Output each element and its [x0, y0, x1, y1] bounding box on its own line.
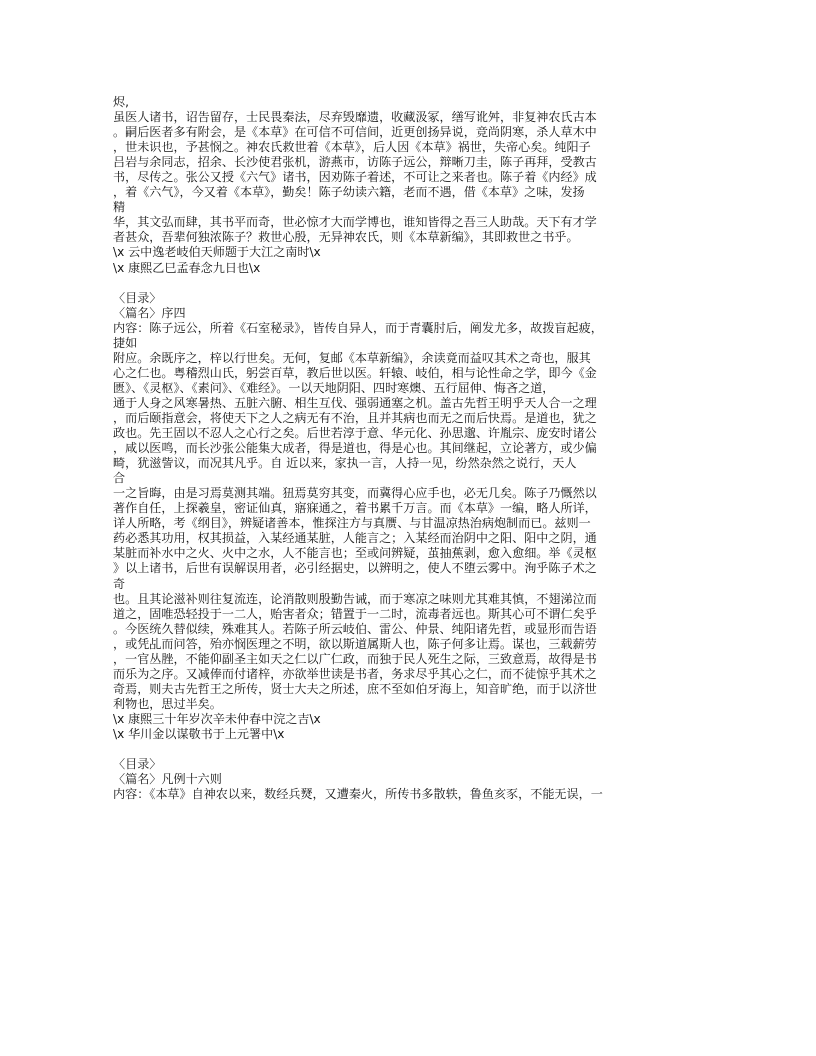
text-line: ，而后颐指意会，将使天下之人之病无有不治，且并其病也而无之而后快焉。是道也，犹之	[113, 410, 597, 425]
text-line: 精	[113, 200, 126, 215]
text-line: ，世未识也，予甚悯之。神农氏救世着《本草》，后人因《本草》祸世，失帝心矣。纯阳子	[113, 140, 591, 155]
text-line: ，或凭乩而问答，殆亦悯医理之不明，欲以斯道属斯人也，陈子何多让焉。谋也，三载薪劳	[113, 636, 597, 651]
attribution-marker-line: \x 康熙三十年岁次辛未仲春中浣之吉\x	[113, 711, 321, 726]
text-line: 政也。先王固以不忍人之心行之矣。后世若淳于意、华元化、孙思邈、许胤宗、庞安时诸公	[113, 426, 597, 441]
text-line: ，一官丛脞，不能仰副圣主如天之仁以广仁政，而独于民人死生之际，三致意焉，故得是书	[113, 651, 597, 666]
text-line: 某脏而补水中之火、火中之水，人不能言也；至或问辨疑，茧抽蕉剥，愈入愈细。举《灵枢	[113, 546, 597, 561]
text-line: 详人所略，考《纲目》，辨疑诸善本，惟探注方与真赝、与甘温凉热治病炮制而已。兹则一	[113, 516, 591, 531]
section-tag-line: 〈篇名〉凡例十六则	[113, 772, 222, 787]
text-line: 。今医统久替似续，殊难其人。若陈子所云岐伯、雷公、仲景、纯阳诸先哲，或显形而告语	[113, 621, 597, 636]
text-line: 烬,	[113, 95, 129, 109]
text-line: 捷如	[113, 335, 138, 350]
text-line: 奇焉，则夫古先哲王之所传，贤士大夫之所述，庶不至如伯牙海上，知音旷绝，而于以济世	[113, 681, 597, 696]
section-tag-line: 〈目录〉	[113, 757, 162, 772]
text-line: 著作自任，上探羲皇，密证仙真，寤寐通之，着书累千万言。而《本草》一编，略人所详，	[113, 501, 597, 516]
text-line: 一之旨晦，由是习焉莫测其端。狃焉莫穷其变，而冀得心应手也，必无几矣。陈子乃慨然以	[113, 486, 597, 501]
text-line: 》以上诸书，后世有误解误用者，必引经据史，以辨明之，使人不堕云雾中。洵乎陈子术之	[113, 561, 597, 576]
text-line: 虽医人诸书，诏告留存，士民畏秦法，尽弃毁靡遗，收藏汲冢，缮写讹舛，非复神农氏古本	[113, 110, 597, 125]
text-line: 匮》、《灵枢》、《素问》、《难经》。一以天地阴阳、四时寒燠、五行屈伸、悔吝之道，	[113, 380, 555, 395]
text-line: 也。且其论滋补则往复流连，论消散则殷勤告诫，而于寒凉之味则尤其难其慎，不翅涕泣而	[113, 591, 597, 606]
text-line: 。嗣后医者多有附会，是《本草》在可信不可信间，近更创扬异说，竞尚阴寒，杀人草木中	[113, 125, 597, 140]
text-line: 通于人身之风寒暑热、五脏六腑、相生互伐、强弱通塞之机。盖古先哲王明乎天人合一之理	[113, 395, 597, 410]
attribution-marker-line: \x 云中逸老岐伯天师题于大江之南时\x	[113, 245, 321, 260]
text-line: 书，尽传之。张公又授《六气》诸书，因劝陈子着述，不可让之来者也。陈子着《内经》成	[113, 170, 597, 185]
blank-line	[113, 276, 705, 291]
text-line: 合	[113, 471, 126, 486]
text-line: 而乐为之序。又减俸而付诸梓，亦欲举世读是书者，务求尽乎其心之仁，而不徒惊乎其术之	[113, 666, 597, 681]
text-line: 畸，犹滋訾议，而况其凡乎。自 近以来，家执一言，人持一见，纷然杂然之说行，天人	[113, 456, 577, 471]
text-line: 内容：陈子远公，所着《石室秘录》，皆传自异人，而于青囊肘后，阐发尤多，故拨盲起疲，	[113, 320, 603, 335]
attribution-marker-line: \x 华川金以谋敬书于上元署中\x	[113, 726, 285, 741]
text-line: 利物也，思过半矣。	[113, 696, 222, 711]
text-line: 附应。余既序之，梓以行世矣。无何，复邮《本草新编》，余读竟而益叹其术之奇也，服其	[113, 350, 591, 365]
text-line: 药必悉其功用，权其损益，入某经通某脏，人能言之；入某经而治阴中之阳、阳中之阴，通	[113, 531, 597, 546]
section-tag-line: 〈目录〉	[113, 290, 162, 305]
document-text-body	[113, 95, 705, 802]
text-line: 心之仁也。粤稽烈山氏，躬尝百草，教后世以医。轩辕、岐伯，相与论性命之学，即今《金	[113, 365, 597, 380]
text-line: ，着《六气》，今又着《本草》，勤矣！陈子幼读六籍，老而不遇，借《本草》之味，发扬	[113, 185, 585, 200]
text-line: 奇	[113, 576, 126, 591]
text-line: 吕岩与余同志，招余、长沙使君张机，游燕市，访陈子远公，辩晰刀圭，陈子再拜，受教古	[113, 155, 597, 170]
text-line: 内容：《本草》自神农以来，数经兵燹，又遭秦火，所传书多散轶，鲁鱼亥豕，不能无误，一	[113, 787, 603, 802]
blank-line	[113, 742, 705, 757]
text-line: 华，其文弘而肆，其书平而奇，世必惊才大而学博也，谁知皆得之吾三人助哉。天下有才学	[113, 215, 597, 230]
section-tag-line: 〈篇名〉序四	[113, 305, 186, 320]
text-line: 道之，固唯恐轻投于一二人，贻害者众；错置于一二时，流毒者远也。斯其心可不谓仁矣乎	[113, 606, 597, 621]
text-line: ，咸以医鸣，而长沙张公能集大成者，得是道也，得是心也。其间继起，立论著方，或少偏	[113, 441, 597, 456]
text-line: 者甚众，吾辈何独浓陈子？救世心殷，无异神农氏，则《本草新编》，其即救世之书乎。	[113, 230, 579, 245]
attribution-marker-line: \x 康熙乙巳孟春念九日也\x	[113, 260, 261, 275]
